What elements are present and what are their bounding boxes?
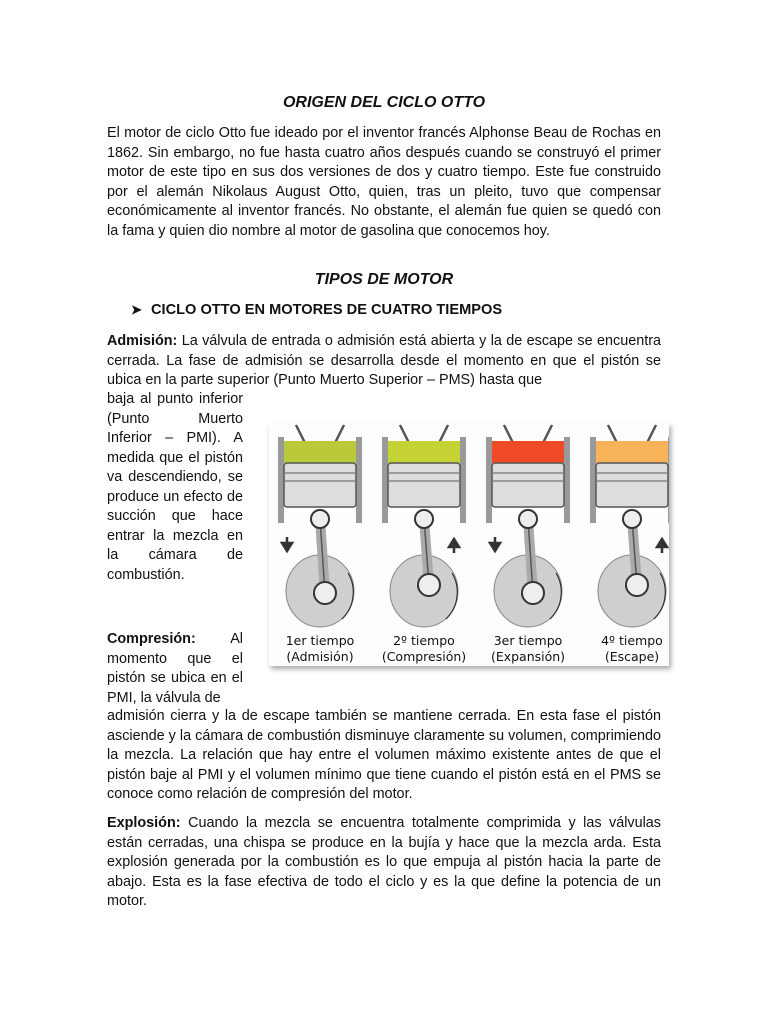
cylinder-wall-right xyxy=(564,437,570,523)
admision-continued: baja al punto inferior (Punto Muerto Inferior – PMI). A medida que el pistón va descendiendo, se produce un efecto de succión que hace entrar la mezcla en la cámara de combustión. xyxy=(107,391,243,583)
combustion-chamber xyxy=(388,441,460,463)
combustion-chamber xyxy=(492,441,564,463)
subheading-text: CICLO OTTO EN MOTORES DE CUATRO TIEMPOS xyxy=(151,302,503,318)
title-origen xyxy=(107,94,661,112)
admision-paragraph xyxy=(107,332,661,391)
cylinder-wall-right xyxy=(460,437,466,523)
stroke-caption-title: 1er tiempo xyxy=(285,633,355,648)
piston xyxy=(596,463,668,507)
engine-strokes-illustration xyxy=(269,423,669,666)
stroke-panel-4 xyxy=(590,425,669,664)
stroke-panel-3 xyxy=(486,425,570,664)
cylinder-wall-left xyxy=(382,437,388,523)
stroke-caption-title: 3er tiempo xyxy=(493,633,563,648)
title-tipos xyxy=(107,271,661,289)
stroke-caption-name: (Escape) xyxy=(604,649,660,664)
explosion-label: Explosión: xyxy=(107,815,181,831)
stroke-caption-title: 4º tiempo xyxy=(601,633,663,648)
stroke-panel-2 xyxy=(382,425,466,664)
stroke-caption-name: (Admisión) xyxy=(286,649,354,664)
compresion-text: Al momento que el pistón se ubica en el PMI, la válvula de xyxy=(107,631,243,706)
compresion-continued: admisión cierra y la de escape también se mantiene cerrada. En esta fase el pistón asciende y la cámara de combustión disminuye claramente su volumen, comprimiendo la mezcla. La relación que hay entre el volumen máximo existente antes de que el pistón baje al PMI y el volumen mínimo que tiene cuando el pistón está en el PMS se conoce como relación de compresión del motor. xyxy=(107,708,661,802)
explosion-text: Cuando la mezcla se encuentra totalmente comprimida y las válvulas están cerradas, una chispa se produce en la bujía y hace que la mezcla arda. Esta explosión generada por la combustión es lo que empuja al pistón hacia la parte de abajo. Esta es la fase efectiva de todo el ciclo y es la que define la potencia de un motor. xyxy=(107,815,662,909)
admision-text: La válvula de entrada o admisión está abierta y la de escape se encuentra cerrada. La fase de admisión se desarrolla desde el momento en que el pistón se ubica en la parte superior (Punto Muerto Superior – PMS) hasta que xyxy=(107,333,661,388)
stroke-caption-name: (Expansión) xyxy=(490,649,566,664)
combustion-chamber xyxy=(596,441,668,463)
wrist-pin xyxy=(623,510,641,528)
stroke-caption-title: 2º tiempo xyxy=(393,633,455,648)
intro-paragraph: El motor de ciclo Otto fue ideado por el inventor francés Alphonse Beau de Rochas en 1862. Sin embargo, no fue hasta cuatro años después cuando se construyó el primer motor de este tipo en sus dos versiones de dos y cuatro tiempo. Este fue construido por el alemán Nikolaus August Otto, quien, tras un pleito, tuvo que compensar económicamente al inventor francés. No obstante, el alemán fue quien se quedó con la fama y quien dio nombre al motor de gasolina que conocemos hoy. xyxy=(107,125,661,239)
cylinder-wall-left xyxy=(590,437,596,523)
arrow-up-icon xyxy=(449,539,459,553)
arrow-bullet-icon: ➤ xyxy=(131,302,142,317)
wrist-pin xyxy=(311,510,329,528)
arrow-down-icon xyxy=(282,537,292,551)
explosion-paragraph xyxy=(107,814,661,912)
combustion-chamber xyxy=(284,441,356,463)
compresion-paragraph xyxy=(107,630,243,708)
cylinder-wall-right xyxy=(356,437,362,523)
admision-label: Admisión: xyxy=(107,333,178,349)
stroke-panel-1 xyxy=(278,425,362,664)
crank-pin xyxy=(314,582,336,604)
piston xyxy=(284,463,356,507)
arrow-up-icon xyxy=(657,539,667,553)
heading-tipos: TIPOS DE MOTOR xyxy=(314,271,454,288)
wrist-pin xyxy=(519,510,537,528)
stroke-caption-name: (Compresión) xyxy=(381,649,467,664)
compresion-label: Compresión: xyxy=(107,631,196,647)
wrist-pin xyxy=(415,510,433,528)
four-stroke-figure xyxy=(269,423,669,666)
crank-pin xyxy=(522,582,544,604)
cylinder-wall-left xyxy=(278,437,284,523)
piston xyxy=(388,463,460,507)
heading-origen: ORIGEN DEL CICLO OTTO xyxy=(282,94,486,111)
arrow-down-icon xyxy=(490,537,500,551)
cylinder-wall-left xyxy=(486,437,492,523)
piston xyxy=(492,463,564,507)
subheading xyxy=(107,302,661,318)
crank-pin xyxy=(418,574,440,596)
crank-pin xyxy=(626,574,648,596)
